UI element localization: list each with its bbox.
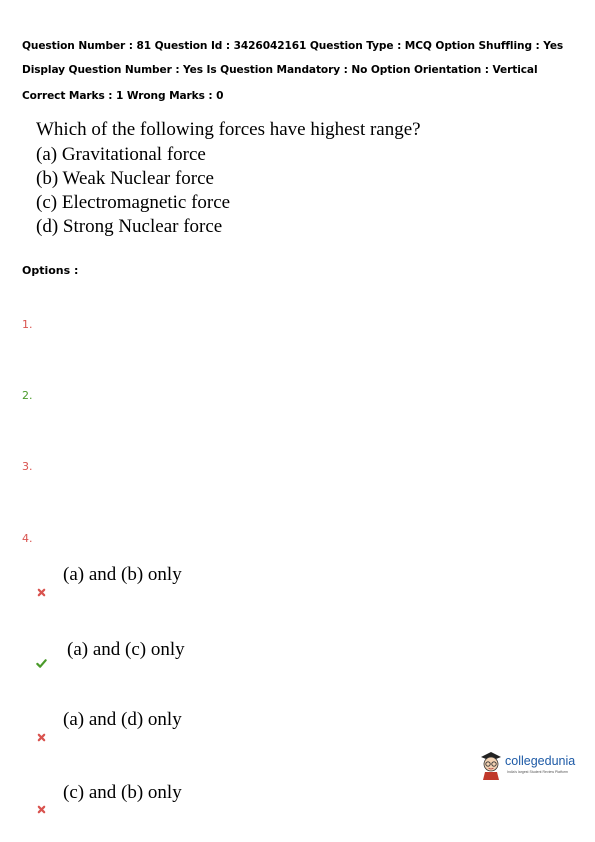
collegedunia-logo	[478, 748, 590, 780]
question-item-c: (c) Electromagnetic force	[36, 192, 231, 213]
option-number-4: 4.	[22, 532, 33, 545]
logo-tagline: India's largest Student Review Platform	[507, 770, 568, 774]
cross-icon	[37, 805, 46, 814]
option-text-2: (a) and (c) only	[67, 639, 185, 660]
question-stem: Which of the following forces have highest range?	[36, 119, 421, 140]
option-number-3: 3.	[22, 460, 33, 473]
question-meta-line-2: Display Question Number : Yes Is Question Mandatory : No Option Orientation : Vertical	[22, 64, 538, 76]
question-item-b: (b) Weak Nuclear force	[36, 168, 214, 189]
question-item-a: (a) Gravitational force	[36, 144, 206, 165]
question-meta-line-1: Question Number : 81 Question Id : 3426042161 Question Type : MCQ Option Shuffling : Yes	[22, 40, 564, 52]
check-icon	[36, 658, 47, 669]
cross-icon	[37, 733, 46, 742]
options-heading: Options :	[22, 264, 79, 277]
option-text-1: (a) and (b) only	[63, 564, 182, 585]
question-item-d: (d) Strong Nuclear force	[36, 216, 223, 237]
student-mascot-icon	[478, 748, 504, 780]
logo-wordmark: collegedunia	[505, 754, 576, 768]
option-number-2: 2.	[22, 389, 33, 402]
option-text-3: (a) and (d) only	[63, 709, 182, 730]
option-text-4: (c) and (b) only	[63, 782, 182, 803]
option-number-1: 1.	[22, 318, 33, 331]
marks-line: Correct Marks : 1 Wrong Marks : 0	[22, 90, 224, 102]
cross-icon	[37, 588, 46, 597]
